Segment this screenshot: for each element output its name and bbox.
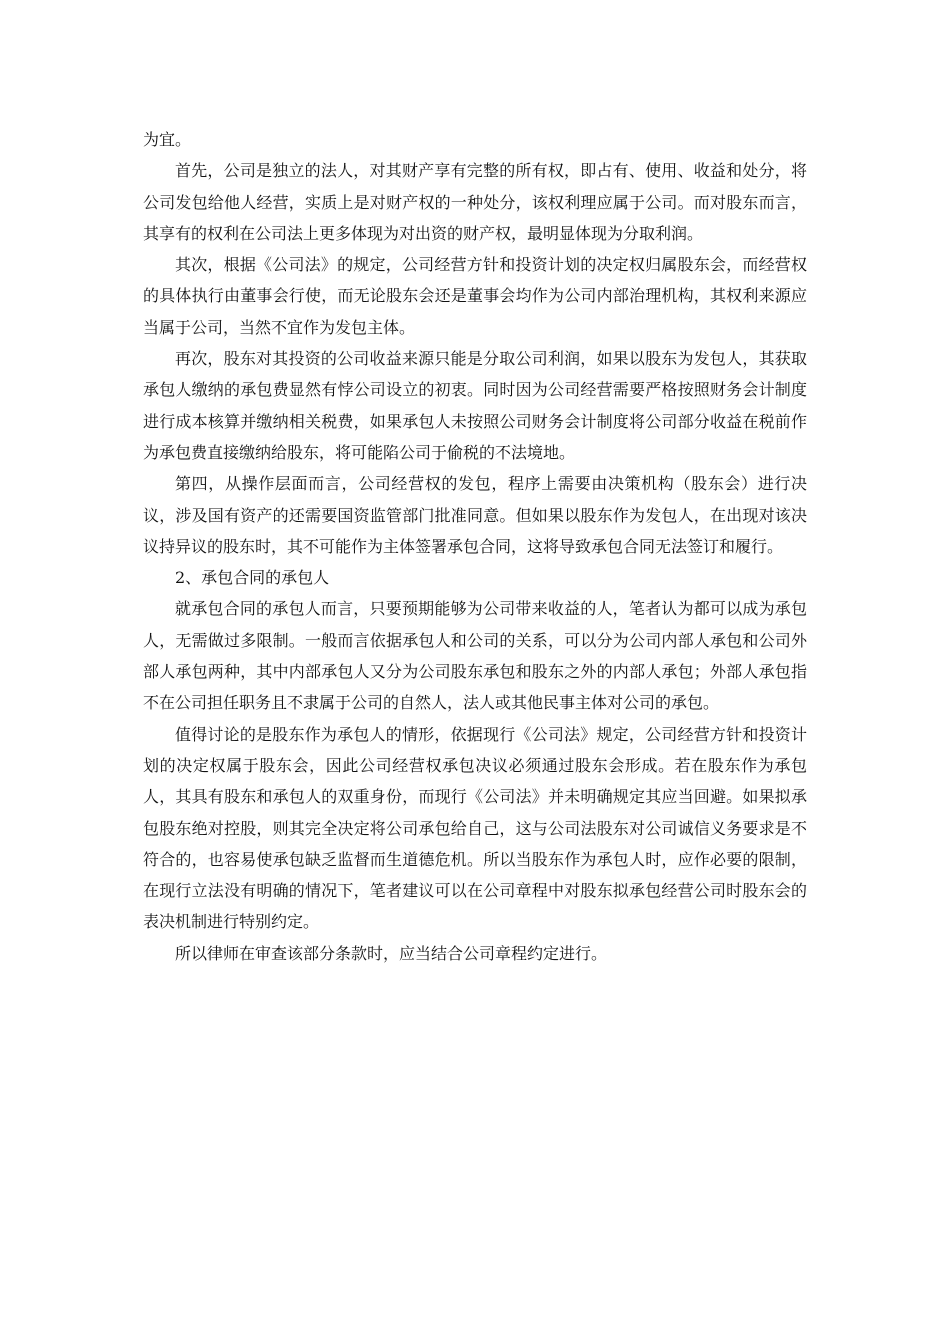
paragraph-fourth-reason: 第四，从操作层面而言，公司经营权的发包，程序上需要由决策机构（股东会）进行决议，涉及国有资产的还需要国资监管部门批准同意。但如果以股东作为发包人，在出现对该决议持异议的股东时，其不可能作为主体签署承包合同，这将导致承包合同无法签订和履行。 xyxy=(143,474,807,556)
document-body xyxy=(143,124,807,969)
paragraph-first-reason: 首先，公司是独立的法人，对其财产享有完整的所有权，即占有、使用、收益和处分，将公司发包给他人经营，实质上是对财产权的一种处分，该权利理应属于公司。而对股东而言，其享有的权利在公司法上更多体现为对出资的财产权，最明显体现为分取利润。 xyxy=(143,161,807,243)
paragraph-second-reason: 其次，根据《公司法》的规定，公司经营方针和投资计划的决定权归属股东会，而经营权的具体执行由董事会行使，而无论股东会还是董事会均作为公司内部治理机构，其权利来源应当属于公司，当然不宜作为发包主体。 xyxy=(143,255,807,337)
section-heading-contractor: 2、承包合同的承包人 xyxy=(175,568,330,588)
paragraph-shareholder-contractor: 值得讨论的是股东作为承包人的情形，依据现行《公司法》规定，公司经营方针和投资计划的决定权属于股东会，因此公司经营权承包决议必须通过股东会形成。若在股东作为承包人，其具有股东和承包人的双重身份，而现行《公司法》并未明确规定其应当回避。如果拟承包股东绝对控股，则其完全决定将公司承包给自己，这与公司法股东对公司诚信义务要求是不符合的，也容易使承包缺乏监督而生道德危机。所以当股东作为承包人时，应作必要的限制，在现行立法没有明确的情况下，笔者建议可以在公司章程中对股东拟承包经营公司时股东会的表决机制进行特别约定。 xyxy=(143,724,807,932)
paragraph-continuation: 为宜。 xyxy=(143,130,192,149)
paragraph-third-reason: 再次，股东对其投资的公司收益来源只能是分取公司利润，如果以股东为发包人，其获取承包人缴纳的承包费显然有悖公司设立的初衷。同时因为公司经营需要严格按照财务会计制度进行成本核算并缴纳相关税费，如果承包人未按照公司财务会计制度将公司部分收益在税前作为承包费直接缴纳给股东，将可能陷公司于偷税的不法境地。 xyxy=(143,349,807,462)
paragraph-contractor-overview: 就承包合同的承包人而言，只要预期能够为公司带来收益的人，笔者认为都可以成为承包人，无需做过多限制。一般而言依据承包人和公司的关系，可以分为公司内部人承包和公司外部人承包两种，其中内部承包人又分为公司股东承包和股东之外的内部人承包；外部人承包指不在公司担任职务且不隶属于公司的自然人，法人或其他民事主体对公司的承包。 xyxy=(143,599,807,713)
paragraph-lawyer-review: 所以律师在审查该部分条款时，应当结合公司章程约定进行。 xyxy=(175,943,608,963)
